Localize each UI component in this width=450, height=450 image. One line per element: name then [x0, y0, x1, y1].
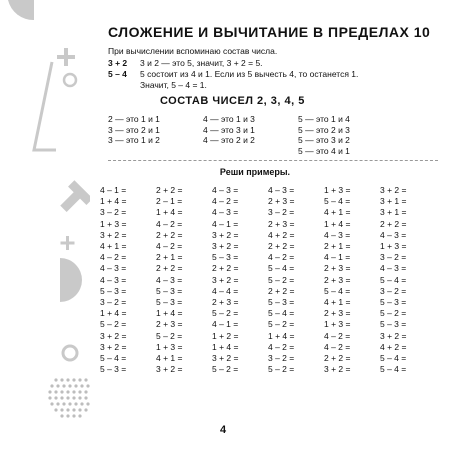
triangle-icon [34, 62, 56, 150]
composition-item: 5 — это 1 и 4 [298, 114, 350, 124]
section-subtitle: СОСТАВ ЧИСЕЛ 2, 3, 4, 5 [160, 95, 305, 107]
example-item: 4 – 2 = [212, 196, 239, 207]
rule-explanation: 5 состоит из 4 и 1. Если из 5 вычесть 4, то останется 1. [140, 69, 359, 79]
examples-column [156, 185, 182, 375]
example-item: 3 + 2 = [100, 229, 127, 240]
example-item: 3 + 2 = [100, 330, 127, 341]
dot-pattern [48, 378, 89, 417]
example-item: 4 – 3 = [100, 263, 127, 274]
example-item: 3 + 2 = [212, 241, 239, 252]
example-item: 4 – 1 = [100, 185, 127, 195]
example-item: 1 + 3 = [324, 185, 351, 195]
composition-item: 4 — это 1 и 3 [203, 114, 255, 124]
examples-column [212, 185, 238, 375]
example-item: 5 – 4 = [268, 263, 295, 274]
example-item: 2 + 3 = [324, 263, 351, 274]
example-item: 3 + 2 = [212, 229, 239, 240]
example-item: 1 + 4 = [212, 341, 239, 352]
example-item: 3 + 2 = [100, 341, 127, 352]
example-item: 4 – 3 = [268, 185, 295, 195]
example-item: 2 + 3 = [324, 274, 351, 285]
example-item: 2 + 3 = [156, 319, 183, 330]
example-item: 5 – 2 = [100, 319, 127, 330]
example-item: 4 + 2 = [380, 341, 407, 352]
decorative-shapes [0, 0, 90, 450]
example-item: 3 – 2 = [100, 297, 127, 308]
example-item: 4 – 2 = [324, 330, 351, 341]
example-item: 5 – 2 = [212, 308, 239, 319]
ring-icon [64, 74, 76, 86]
example-item: 2 + 2 = [212, 263, 239, 274]
example-item: 3 + 2 = [380, 185, 407, 195]
example-item: 3 – 2 = [100, 207, 127, 218]
rule-conclusion: Значит, 5 – 4 = 1. [140, 80, 207, 90]
example-item: 5 – 4 = [380, 364, 407, 375]
example-item: 1 + 2 = [212, 330, 239, 341]
example-item: 4 – 2 = [156, 218, 183, 229]
example-item: 4 – 3 = [212, 207, 239, 218]
composition-item: 5 — это 3 и 2 [298, 135, 350, 146]
ring-icon-large [63, 346, 77, 360]
example-item: 4 – 3 = [380, 229, 407, 240]
example-item: 5 – 3 = [156, 297, 183, 308]
example-item: 5 – 3 = [380, 297, 407, 308]
example-item: 4 + 1 = [324, 297, 351, 308]
example-item: 5 – 4 = [380, 274, 407, 285]
example-item: 3 + 1 = [380, 207, 407, 218]
example-item: 2 + 3 = [212, 297, 239, 308]
example-item: 2 + 2 = [380, 218, 407, 229]
example-item: 1 + 4 = [100, 196, 127, 207]
example-item: 3 + 1 = [380, 196, 407, 207]
example-item: 4 – 3 = [380, 263, 407, 274]
rule-expression: 3 + 2 [108, 58, 128, 68]
composition-item: 4 — это 3 и 1 [203, 124, 255, 135]
example-item: 4 – 3 = [156, 274, 183, 285]
example-item: 4 + 1 = [100, 241, 127, 252]
page-title: СЛОЖЕНИЕ И ВЫЧИТАНИЕ В ПРЕДЕЛАХ 10 [108, 24, 431, 40]
example-item: 3 + 2 = [324, 364, 351, 375]
example-item: 5 – 2 = [268, 364, 295, 375]
arc-shape [8, 0, 34, 20]
example-item: 4 – 2 = [268, 252, 295, 263]
example-item: 2 + 1 = [324, 241, 351, 252]
example-item: 2 + 2 = [156, 185, 183, 195]
example-item: 1 + 4 = [324, 218, 351, 229]
example-item: 4 – 1 = [324, 252, 351, 263]
examples-column [324, 185, 350, 375]
example-item: 2 + 1 = [156, 252, 183, 263]
example-item: 2 + 3 = [324, 308, 351, 319]
example-item: 5 – 3 = [156, 285, 183, 296]
example-item: 5 – 3 = [212, 252, 239, 263]
example-item: 5 – 4 = [100, 353, 127, 364]
example-item: 5 – 4 = [324, 285, 351, 296]
composition-column [108, 114, 160, 146]
example-item: 5 – 2 = [268, 274, 295, 285]
example-item: 4 + 1 = [324, 207, 351, 218]
example-item: 5 – 4 = [324, 196, 351, 207]
example-item: 5 – 2 = [268, 319, 295, 330]
example-item: 3 – 2 = [380, 252, 407, 263]
example-item: 1 + 4 = [268, 330, 295, 341]
example-item: 5 – 2 = [380, 308, 407, 319]
half-circle-shape [60, 258, 82, 302]
example-item: 5 – 2 = [212, 364, 239, 375]
example-item: 3 + 2 = [212, 274, 239, 285]
example-item: 4 – 1 = [212, 218, 239, 229]
page-number: 4 [220, 424, 227, 436]
examples-column [100, 185, 126, 375]
example-item: 5 – 3 = [380, 319, 407, 330]
example-item: 3 – 2 = [268, 207, 295, 218]
example-item: 4 + 1 = [156, 353, 183, 364]
composition-column [203, 114, 255, 146]
example-item: 2 + 3 = [268, 196, 295, 207]
example-item: 5 – 4 = [380, 353, 407, 364]
example-item: 5 – 3 = [100, 364, 127, 375]
examples-column [268, 185, 294, 375]
composition-item: 3 — это 2 и 1 [108, 124, 160, 135]
example-item: 1 + 4 = [156, 308, 183, 319]
example-item: 5 – 3 = [100, 285, 127, 296]
example-item: 3 + 2 = [212, 353, 239, 364]
example-item: 2 – 1 = [156, 196, 183, 207]
example-item: 4 + 2 = [268, 229, 295, 240]
composition-item: 5 — это 4 и 1 [298, 145, 350, 156]
example-item: 2 + 2 = [156, 229, 183, 240]
example-item: 2 + 3 = [268, 218, 295, 229]
composition-item: 5 — это 2 и 3 [298, 124, 350, 135]
example-item: 1 + 3 = [100, 218, 127, 229]
example-item: 4 – 4 = [212, 285, 239, 296]
multiply-icon [60, 180, 90, 212]
dashed-divider [108, 160, 438, 161]
example-item: 2 + 2 = [268, 241, 295, 252]
rule-explanation: 3 и 2 — это 5, значит, 3 + 2 = 5. [140, 58, 263, 68]
example-item: 2 + 2 = [324, 353, 351, 364]
example-item: 4 – 1 = [212, 319, 239, 330]
example-item: 4 – 3 = [100, 274, 127, 285]
composition-column [298, 114, 350, 156]
example-item: 4 – 2 = [268, 341, 295, 352]
exercise-heading: Реши примеры. [219, 167, 291, 177]
examples-column [380, 185, 406, 375]
composition-item: 2 — это 1 и 1 [108, 114, 160, 124]
composition-item: 3 — это 1 и 2 [108, 135, 160, 146]
example-item: 5 – 3 = [268, 297, 295, 308]
rule-expression: 5 – 4 [108, 69, 127, 79]
example-item: 4 – 2 = [100, 252, 127, 263]
example-item: 1 + 3 = [324, 319, 351, 330]
example-item: 1 + 3 = [380, 241, 407, 252]
example-item: 3 – 2 = [268, 353, 295, 364]
example-item: 1 + 3 = [156, 341, 183, 352]
example-item: 5 – 2 = [156, 330, 183, 341]
example-item: 3 + 2 = [156, 364, 183, 375]
example-item: 3 + 2 = [380, 330, 407, 341]
example-item: 3 – 2 = [380, 285, 407, 296]
example-item: 4 – 3 = [324, 229, 351, 240]
example-item: 2 + 2 = [268, 285, 295, 296]
example-item: 2 + 2 = [156, 263, 183, 274]
example-item: 1 + 4 = [156, 207, 183, 218]
example-item: 4 – 2 = [324, 341, 351, 352]
example-item: 5 – 4 = [268, 308, 295, 319]
example-item: 4 – 2 = [156, 241, 183, 252]
intro-text: При вычислении вспоминаю состав числа. [108, 46, 278, 56]
example-item: 1 + 4 = [100, 308, 127, 319]
example-item: 4 – 3 = [212, 185, 239, 195]
composition-item: 4 — это 2 и 2 [203, 135, 255, 146]
